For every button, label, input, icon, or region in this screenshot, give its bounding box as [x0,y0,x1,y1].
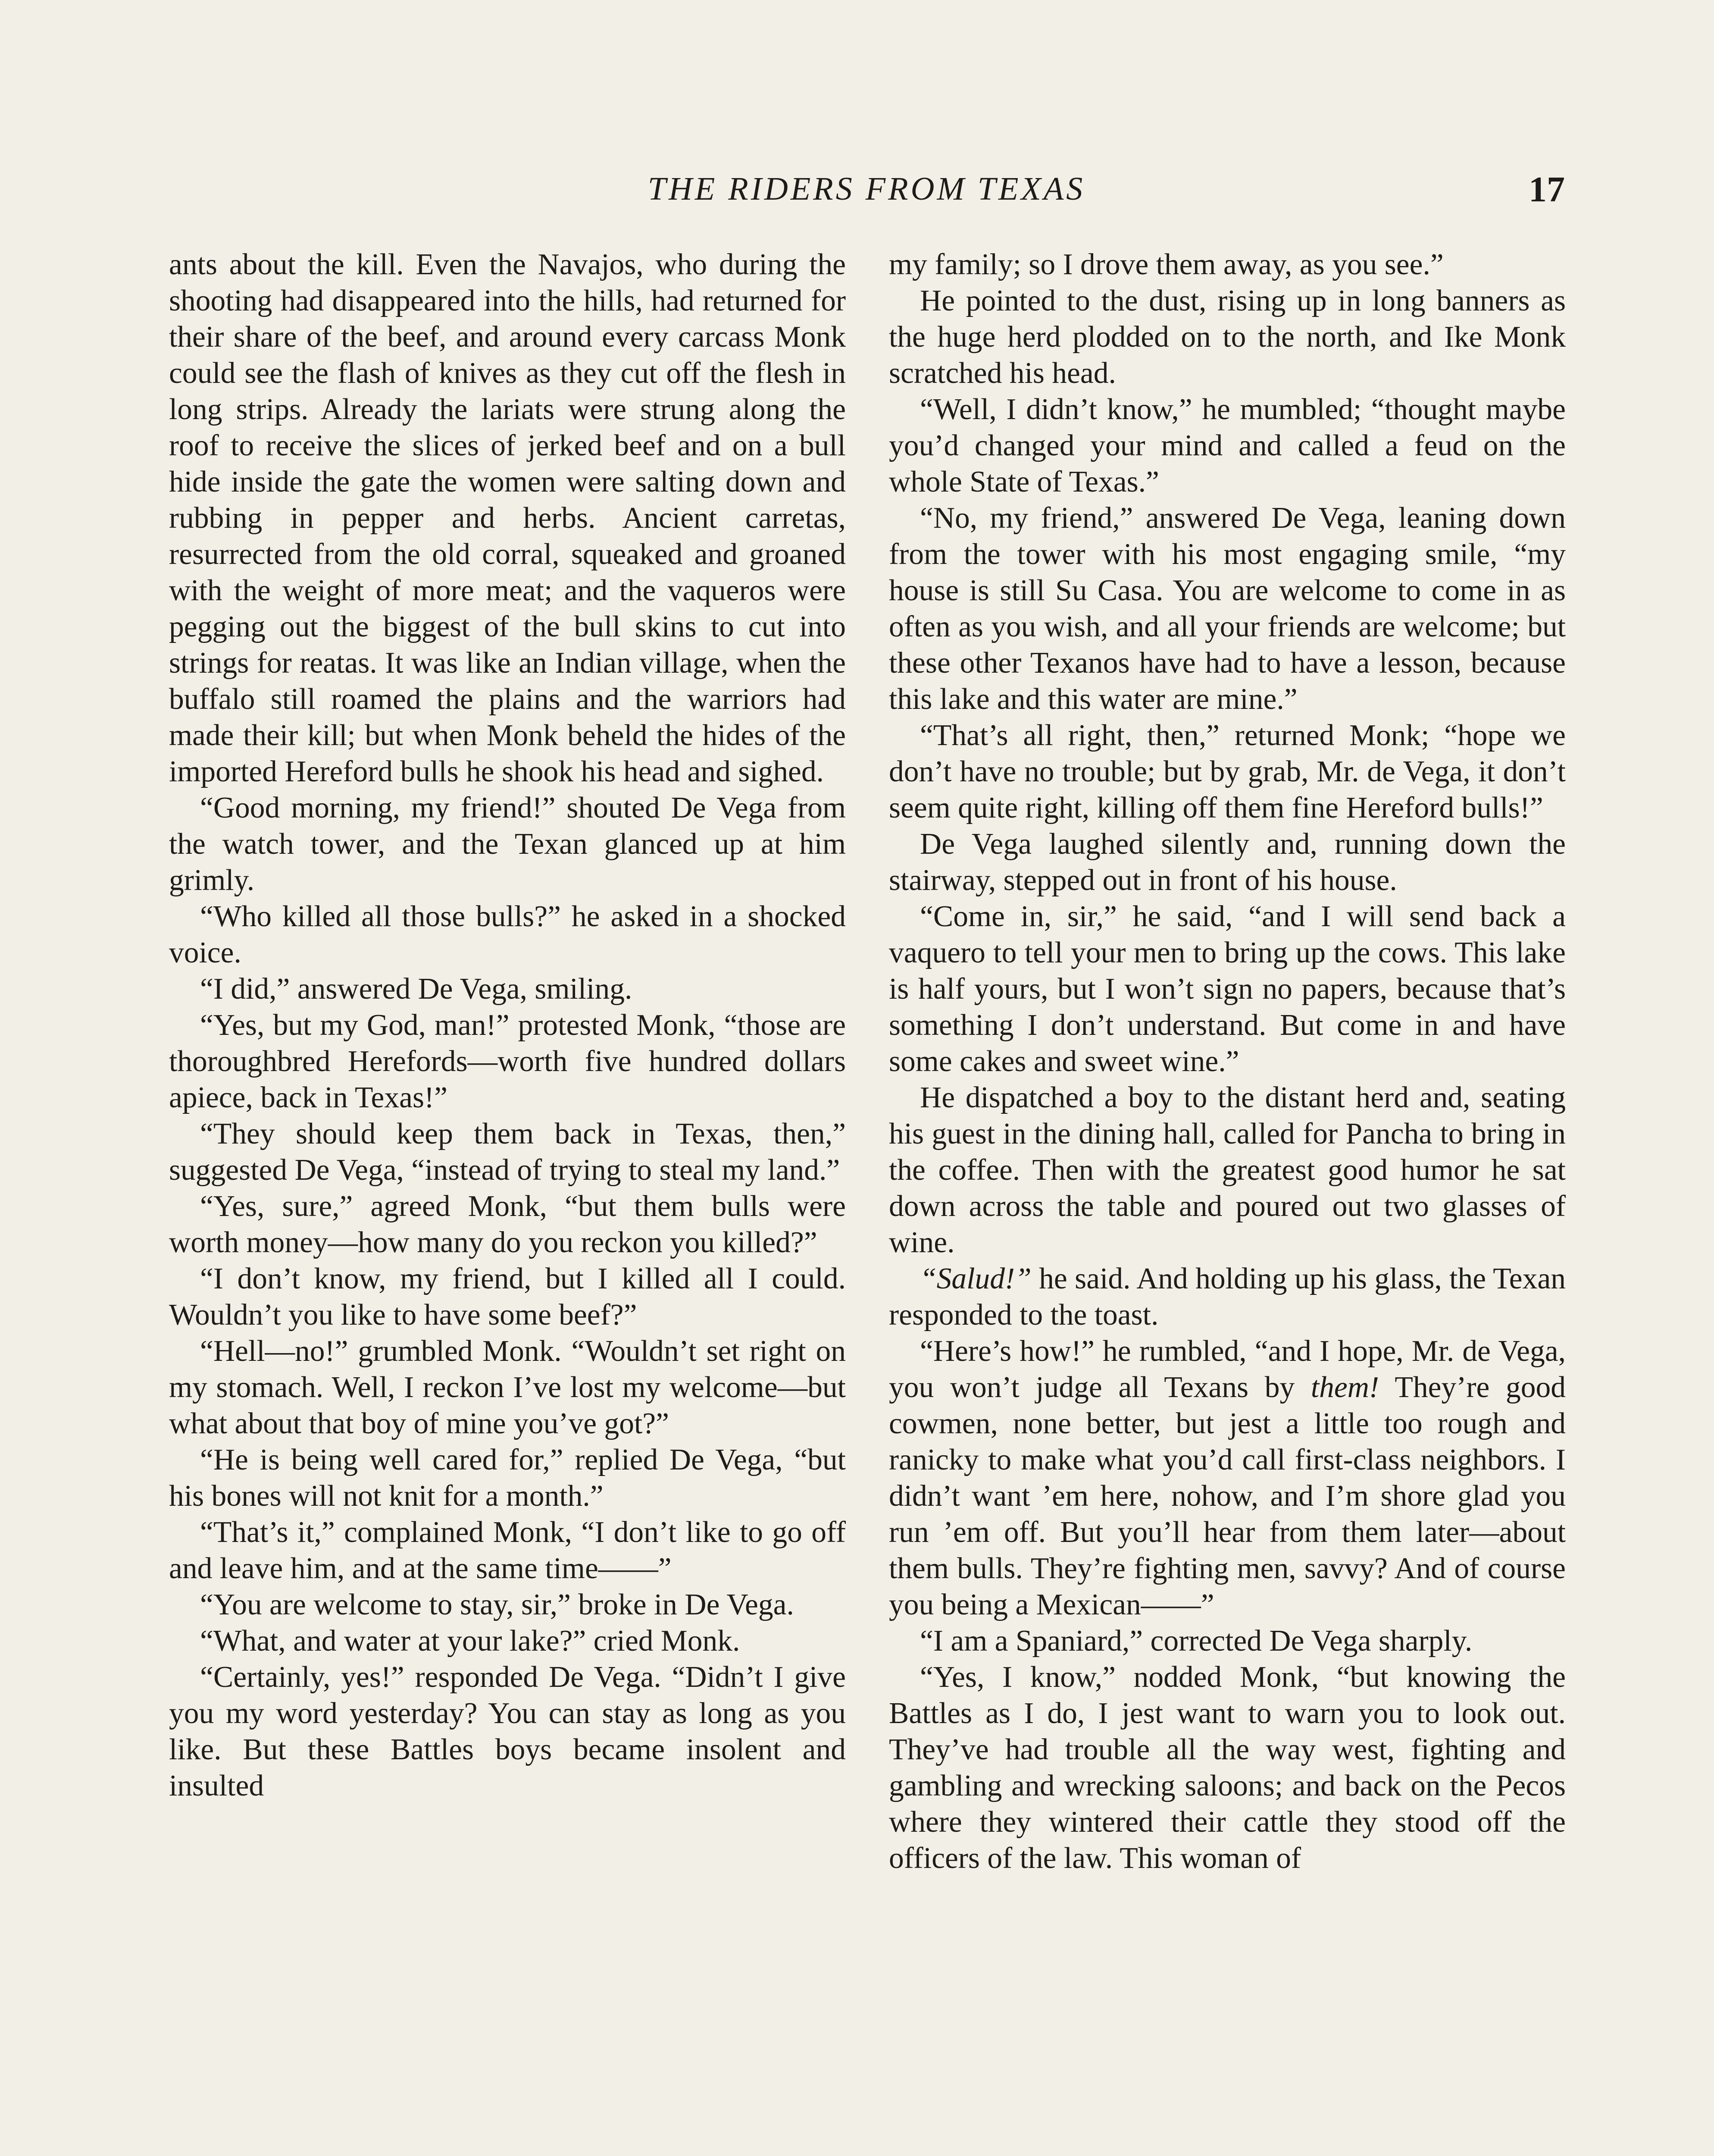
page-number: 17 [1529,169,1565,210]
paragraph: “He is being well cared for,” replied De Vega, “but his bones will not knit for a month.” [169,1443,846,1513]
paragraph: “Come in, sir,” he said, “and I will send back a vaquero to tell your men to bring up the cows. This lake is half yours, but I won’t sign no papers, because that’s something I don’t understand. But come in and have some cakes and sweet wine.” [889,900,1566,1078]
left-column [169,247,846,2156]
paragraph: “That’s it,” complained Monk, “I don’t like to go off and leave him, and at the same time——” [169,1516,846,1585]
paragraph-text: “Here’s how!” he rumbled, “and I hope, Mr. de Vega, you won’t judge all Texans by [889,1335,1566,1404]
running-title: THE RIDERS FROM TEXAS [647,171,1085,207]
paragraph: “Yes, I know,” nodded Monk, “but knowing the Battles as I do, I jest want to warn you to look out. They’ve had trouble all the way west, fighting and gambling and wrecking saloons; and back on the Pecos where they wintered their cattle they stood off the officers of the law. This woman of [889,1661,1566,1875]
paragraph: “No, my friend,” answered De Vega, leaning down from the tower with his most engaging smile, “my house is still Su Casa. You are welcome to come in as often as you wish, and all your friends are welcome; but these other Texanos have had to have a lesson, because this lake and this water are mine.” [889,501,1566,716]
italic-exclamation: “Salud!” [920,1262,1032,1295]
paragraph: my family; so I drove them away, as you see.” [889,248,1444,281]
paragraph: De Vega laughed silently and, running down the stairway, stepped out in front of his house. [889,827,1566,897]
paragraph: “What, and water at your lake?” cried Monk. [200,1624,740,1658]
paragraph: “You are welcome to stay, sir,” broke in De Vega. [200,1588,794,1621]
paragraph-text: They’re good cowmen, none better, but jest a little too rough and ranicky to make what you’d call first-class neighbors. I didn’t want ’em here, nohow, and I’m shore glad you run ’em off. But you’ll hear from them later—about them bulls. They’re fighting men, savvy? And of course you being a Mexican——” [889,1371,1566,1621]
right-column [889,247,1566,2156]
paragraph [889,1333,1566,1623]
paragraph: “I am a Spaniard,” corrected De Vega sharply. [920,1624,1473,1658]
paragraph: He pointed to the dust, rising up in long banners as the huge herd plodded on to the north, and Ike Monk scratched his head. [889,284,1566,390]
page-header [168,170,1565,222]
italic-emphasis: them! [1311,1371,1379,1404]
paragraph: “That’s all right, then,” returned Monk; “hope we don’t have no trouble; but by grab, Mr. de Vega, it don’t seem quite right, killing off them fine Hereford bulls!” [889,719,1566,824]
paragraph: “Yes, but my God, man!” protested Monk, “those are thoroughbred Herefords—worth five hundred dollars apiece, back in Texas!” [169,1009,846,1114]
paragraph: “Well, I didn’t know,” he mumbled; “thought maybe you’d changed your mind and called a feud on the whole State of Texas.” [889,393,1566,498]
paragraph: “Hell—no!” grumbled Monk. “Wouldn’t set right on my stomach. Well, I reckon I’ve lost my welcome—but what about that boy of mine you’ve got?” [169,1335,846,1440]
paragraph: “Yes, sure,” agreed Monk, “but them bulls were worth money—how many do you reckon you killed?” [169,1190,846,1259]
paragraph: “Good morning, my friend!” shouted De Vega from the watch tower, and the Texan glanced up at him grimly. [169,791,846,897]
paragraph: “They should keep them back in Texas, then,” suggested De Vega, “instead of trying to steal my land.” [169,1117,846,1187]
paragraph: “Certainly, yes!” responded De Vega. “Didn’t I give you my word yesterday? You can stay as long as you like. But these Battles boys became insolent and insulted [169,1661,846,1802]
paragraph: “Who killed all those bulls?” he asked in a shocked voice. [169,900,846,969]
paragraph: He dispatched a boy to the distant herd and, seating his guest in the dining hall, called for Pancha to bring in the coffee. Then with the greatest good humor he sat down across the table and poured out two glasses of wine. [889,1081,1566,1259]
paragraph: ants about the kill. Even the Navajos, who during the shooting had disappeared into the hills, had returned for their share of the beef, and around every carcass Monk could see the flash of knives as they cut off the flesh in long strips. Already the lariats were strung along the roof to receive the slices of jerked beef and on a bull hide inside the gate the women were salting down and rubbing in pepper and herbs. Ancient carretas, resurrected from the old corral, squeaked and groaned with the weight of more meat; and the vaqueros were pegging out the biggest of the bull skins to cut into strings for reatas. It was like an Indian village, when the buffalo still roamed the plains and the warriors had made their kill; but when Monk beheld the hides of the imported Hereford bulls he shook his head and sighed. [169,248,846,788]
paragraph: “I don’t know, my friend, but I killed all I could. Wouldn’t you like to have some beef?” [169,1262,846,1332]
paragraph-text: he said. And holding up his glass, the Texan responded to the toast. [889,1262,1566,1332]
paragraph [889,1261,1566,1333]
paragraph: “I did,” answered De Vega, smiling. [200,972,632,1006]
